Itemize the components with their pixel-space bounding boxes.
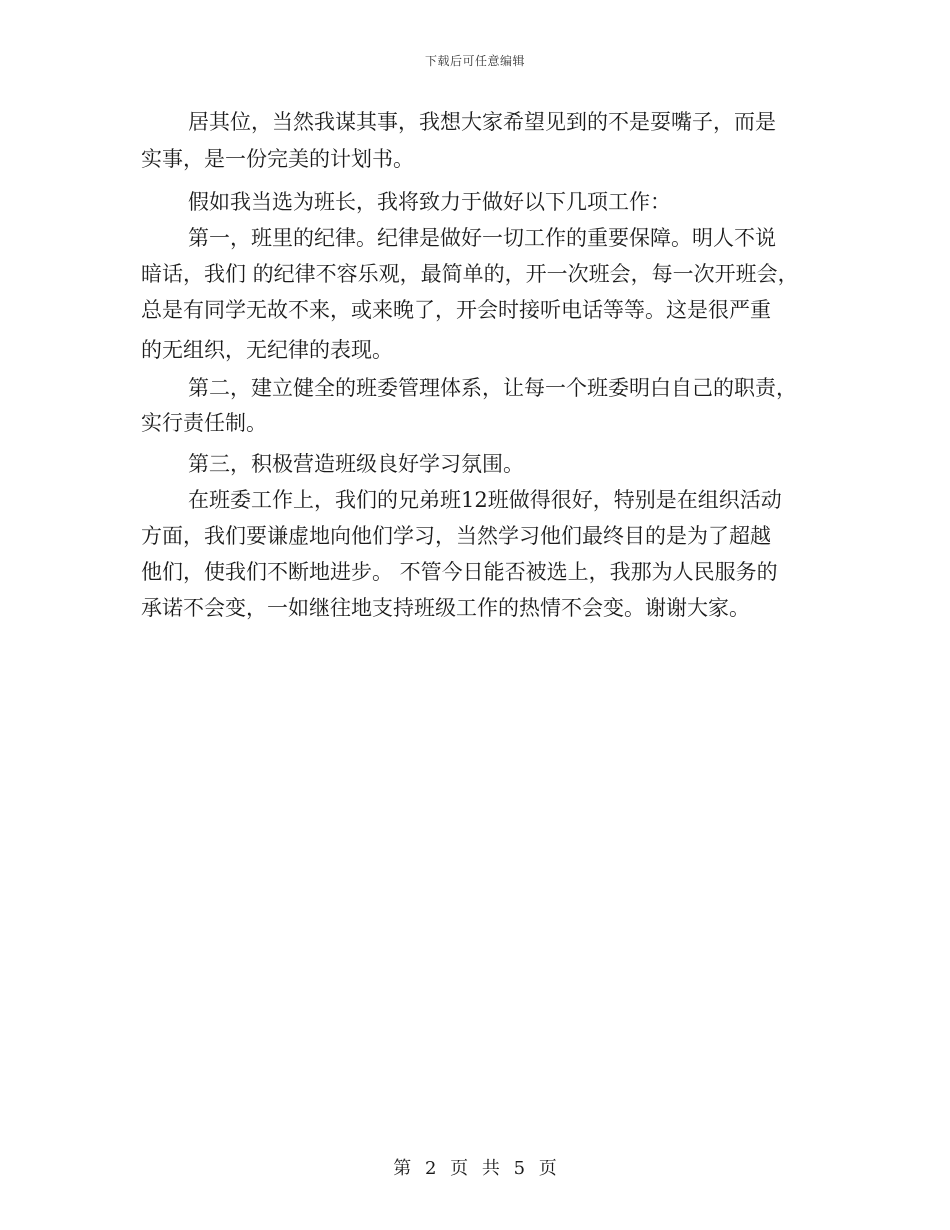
paragraph-line: 第一，班里的纪律。纪律是做好一切工作的重要保障。明人不说 <box>188 226 776 250</box>
paragraph-line: 居其位，当然我谋其事，我想大家希望见到的不是耍嘴子，而是 <box>188 110 776 134</box>
paragraph-line: 在班委工作上，我们的兄弟班12班做得很好，特别是在组织活动 <box>188 488 782 512</box>
page-number-footer: 第 2 页 共 5 页 <box>393 1158 557 1179</box>
paragraph-line: 承诺不会变，一如继往地支持班级工作的热情不会变。谢谢大家。 <box>141 596 750 620</box>
paragraph-line: 他们，使我们不断地进步。 不管今日能否被选上，我那为人民服务的 <box>141 560 778 584</box>
paragraph-line: 第二，建立健全的班委管理体系，让每一个班委明白自己的职责， <box>188 376 797 400</box>
paragraph-line: 实事，是一份完美的计划书。 <box>141 147 414 171</box>
paragraph-line: 假如我当选为班长，我将致力于做好以下几项工作： <box>188 190 671 214</box>
page-header: 下载后可任意编辑 <box>424 54 525 68</box>
paragraph-line: 总是有同学无故不来，或来晚了，开会时接听电话等等。这是很严重 <box>141 298 771 322</box>
paragraph-line: 第三，积极营造班级良好学习氛围。 <box>188 452 524 476</box>
paragraph-line: 方面，我们要谦虚地向他们学习，当然学习他们最终目的是为了超越 <box>141 524 771 548</box>
paragraph-line: 暗话，我们 的纪律不容乐观，最简单的，开一次班会，每一次开班会， <box>141 262 799 286</box>
paragraph-line: 的无组织，无纪律的表现。 <box>141 338 393 362</box>
paragraph-line: 实行责任制。 <box>141 411 267 435</box>
